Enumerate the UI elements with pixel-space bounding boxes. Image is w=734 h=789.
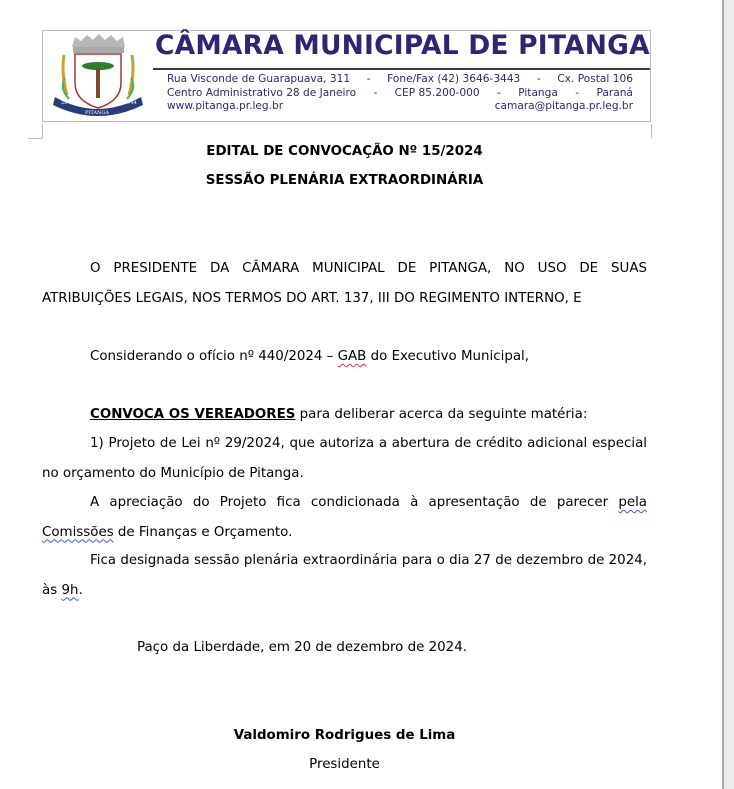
phone-fax: Fone/Fax (42) 3646-3443 — [387, 73, 521, 85]
municipal-crest-logo — [47, 33, 147, 119]
separator: - — [575, 87, 580, 99]
session-text-end: . — [78, 582, 83, 598]
session-paragraph — [42, 546, 647, 605]
grammar-check-word[interactable]: pela — [618, 495, 647, 510]
crest-ribbon-bottom: PITANGA — [85, 110, 109, 116]
spellcheck-word[interactable]: GAB — [337, 349, 367, 364]
letterhead-divider — [153, 68, 650, 70]
separator: - — [496, 87, 501, 99]
scrollbar-area[interactable] — [722, 0, 734, 789]
edict-heading: EDITAL DE CONVOCAÇÃO Nº 15/2024 — [206, 144, 483, 159]
crest-ribbon-right: 1944 — [124, 100, 137, 106]
grammar-check-word[interactable]: 9h — [61, 582, 79, 598]
grammar-check-word[interactable]: Comissões — [42, 524, 114, 540]
state: Paraná — [596, 87, 633, 99]
address-line-3 — [167, 100, 633, 112]
place-date: Paço da Liberdade, em 20 de dezembro de 2024. — [137, 640, 467, 655]
item-1-paragraph: 1) Projeto de Lei nº 29/2024, que autoriza a abertura de crédito adicional especial no orçamento do Município de Pitanga. — [42, 436, 647, 481]
crest-ribbon-left: 28-1 — [61, 100, 73, 106]
website-link[interactable]: www.pitanga.pr.leg.br — [167, 100, 284, 112]
postal-box: Cx. Postal 106 — [557, 73, 633, 85]
address-line-1 — [167, 73, 633, 85]
street-address: Rua Visconde de Guarapuava, 311 — [167, 73, 351, 85]
considering-text-end: do Executivo Municipal, — [366, 349, 529, 364]
convoca-paragraph — [42, 400, 647, 430]
signer-role: Presidente — [309, 757, 380, 772]
letterhead — [42, 30, 651, 122]
appreciation-paragraph — [42, 488, 647, 547]
address-line-2 — [167, 87, 633, 99]
margin-corner-mark-left — [28, 124, 43, 139]
separator: - — [366, 73, 371, 85]
intro-paragraph: O PRESIDENTE DA CÂMARA MUNICIPAL DE PITANGA, NO USO DE SUAS ATRIBUIÇÕES LEGAIS, NOS TERMOS DO ART. 137, III DO REGIMENTO INTERNO, E — [42, 261, 647, 306]
postal-code: CEP 85.200-000 — [394, 87, 480, 99]
considering-text: Considerando o ofício nº 440/2024 – — [90, 349, 338, 364]
convoca-text: para deliberar acerca da seguinte matéria: — [295, 407, 588, 422]
admin-center: Centro Administrativo 28 de Janeiro — [167, 87, 357, 99]
email-link[interactable]: camara@pitanga.pr.leg.br — [494, 100, 633, 112]
session-text: Fica designada sessão plenária extraordinária para o dia 27 de dezembro de 2024, às — [42, 553, 647, 598]
session-heading: SESSÃO PLENÁRIA EXTRAORDINÁRIA — [205, 173, 484, 188]
separator: - — [373, 87, 378, 99]
city: Pitanga — [518, 87, 558, 99]
letterhead-title: CÂMARA MUNICIPAL DE PITANGA — [155, 30, 650, 61]
signer-name: Valdomiro Rodrigues de Lima — [233, 728, 456, 743]
separator: - — [536, 73, 541, 85]
considering-paragraph — [42, 342, 647, 372]
appreciation-text-end: de Finanças e Orçamento. — [113, 524, 293, 540]
convoca-emphasis: CONVOCA OS VEREADORES — [90, 407, 296, 422]
appreciation-text: A apreciação do Projeto fica condicionada à apresentação de parecer — [90, 495, 619, 510]
margin-corner-mark-right — [651, 124, 664, 138]
